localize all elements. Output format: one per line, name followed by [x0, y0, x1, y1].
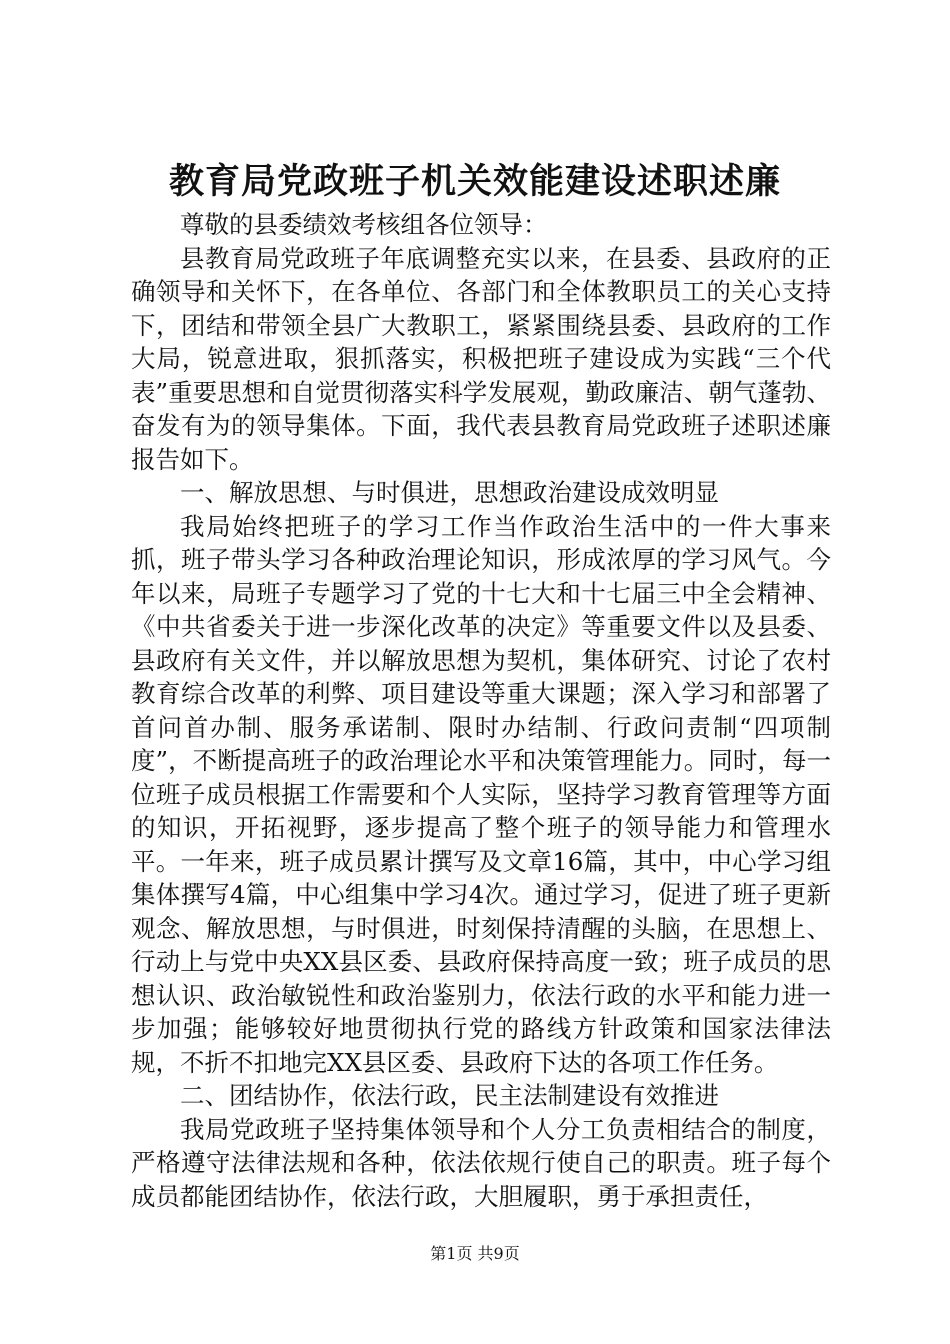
- section-heading-1: 一、解放思想、与时俱进，思想政治建设成效明显: [180, 478, 719, 507]
- document-title: 教育局党政班子机关效能建设述职述廉: [168, 161, 781, 202]
- section-heading-2: 二、团结协作，依法行政，民主法制建设有效推进: [180, 1081, 719, 1110]
- paragraph-section-1: 我局始终把班子的学习工作当作政治生活中的一件大事来抓，班子带头学习各种政治理论知识，形成浓厚的学习风气。今年以来，局班子专题学习了党的十七大和十七届三中全会精神、《中共省委关于进一步深化改革的决定》等重要文件以及县委、县政府有关文件，并以解放思想为契机，集体研究、讨论了农村教育综合改革的利弊、项目建设等重大课题；深入学习和部署了首问首办制、服务承诺制、限时办结制、行政问责制“四项制度”，不断提高班子的政治理论水平和决策管理能力。同时，每一位班子成员根据工作需要和个人实际，坚持学习教育管理等方面的知识，开拓视野，逐步提高了整个班子的领导能力和管理水平。一年来，班子成员累计撰写及文章16篇，其中，中心学习组集体撰写4篇，中心组集中学习4次。通过学习，促进了班子更新观念、解放思想，与时俱进，时刻保持清醒的头脑，在思想上、行动上与党中央XX县区委、县政府保持高度一致；班子成员的思想认识、政治敏锐性和政治鉴别力，依法行政的水平和能力进一步加强；能够较好地贯彻执行党的路线方针政策和国家法律法规，不折不扣地完XX县区委、县政府下达的各项工作任务。: [131, 511, 831, 1077]
- document-body: [131, 208, 831, 1213]
- paragraph-intro: 县教育局党政班子年底调整充实以来，在县委、县政府的正确领导和关怀下，在各单位、各部门和全体教职员工的关心支持下，团结和带领全县广大教职工，紧紧围绕县委、县政府的工作大局，锐意进取，狠抓落实，积极把班子建设成为实践“三个代表”重要思想和自觉贯彻落实科学发展观，勤政廉洁、朝气蓬勃、奋发有为的领导集体。下面，我代表县教育局党政班子述职述廉报告如下。: [131, 243, 831, 474]
- salutation: 尊敬的县委绩效考核组各位领导：: [180, 210, 548, 239]
- page-number-footer: 第1页 共9页: [430, 1244, 520, 1263]
- paragraph-section-2: 我局党政班子坚持集体领导和个人分工负责相结合的制度，严格遵守法律法规和各种，依法依规行使自己的职责。班子每个成员都能团结协作，依法行政，大胆履职，勇于承担责任，: [131, 1114, 831, 1211]
